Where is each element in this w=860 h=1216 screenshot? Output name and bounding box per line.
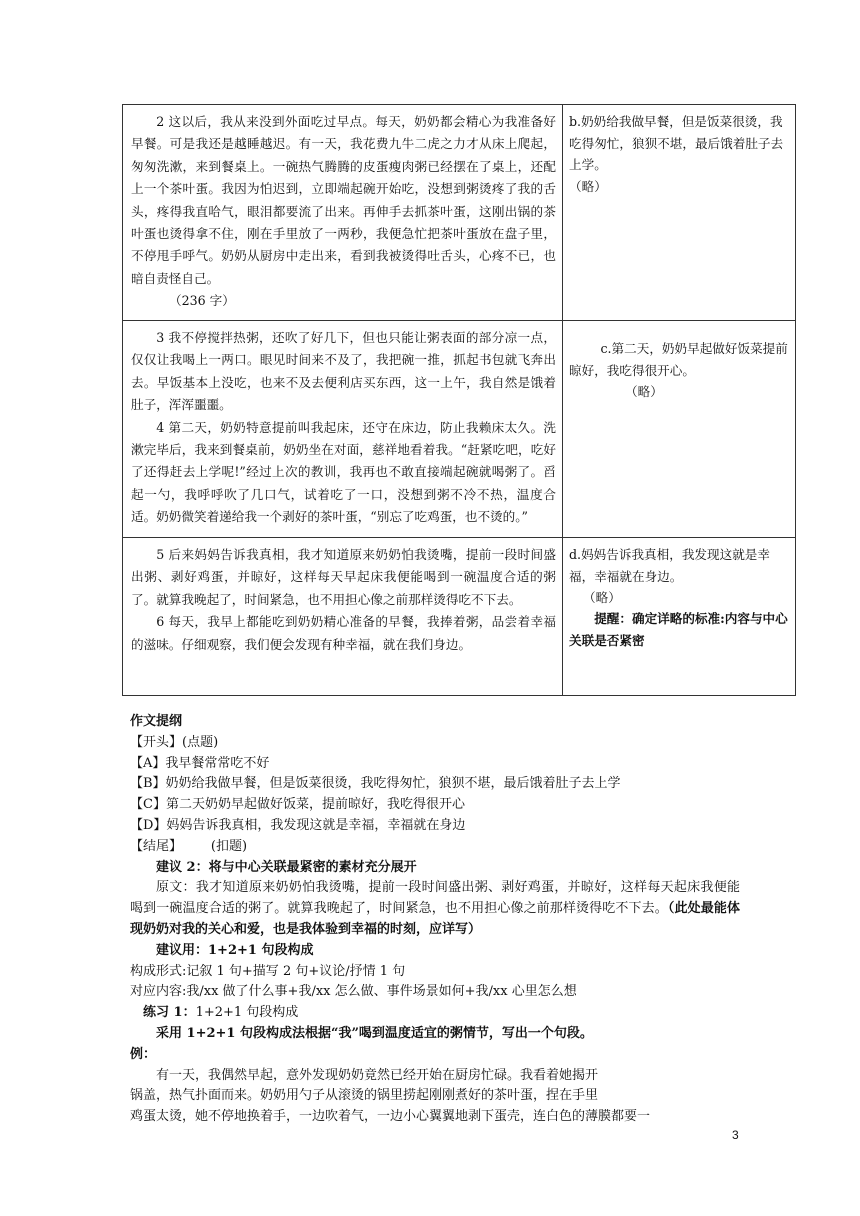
outline-item: 【开头】(点题) bbox=[130, 734, 219, 750]
outline-item: 【B】奶奶给我做早餐，但是饭菜很烫，我吃得匆忙，狼狈不堪，最后饿着肚子去上学 bbox=[130, 776, 621, 792]
outline-item: 【A】我早餐常常吃不好 bbox=[130, 755, 270, 771]
outline-item: 【结尾】 (扣题) bbox=[130, 838, 248, 854]
usage-heading: 建议用：1+2+1 句段构成 bbox=[156, 942, 314, 958]
practice-label: 练习 1： bbox=[143, 1005, 196, 1021]
usage-form: 构成形式:记叙 1 句+描写 2 句+议论/抒情 1 句 bbox=[130, 963, 406, 979]
table-row bbox=[123, 321, 795, 538]
practice-heading bbox=[130, 1003, 740, 1024]
original-text-cell bbox=[123, 538, 563, 695]
outline-item: 【C】第二天奶奶早起做好饭菜，提前晾好，我吃得很开心 bbox=[130, 797, 465, 813]
omit-mark: （略） bbox=[583, 590, 621, 605]
paragraph-3: 3 我不停搅拌热粥，还吹了好几下，但也只能让粥表面的部分凉一点，仅仅让我喝上一两口。眼见时间来不及了，我把碗一推，抓起书包就飞奔出去。早饭基本上没吃，也来不及去便利店买东西，这一上午，我自然是饿着肚子，浑浑噩噩。 bbox=[131, 330, 556, 413]
example-line: 有一天，我偶然早起，意外发现奶奶竟然已经开始在厨房忙碌。我看着她揭开 bbox=[156, 1067, 599, 1083]
paragraph-2: 2 这以后，我从来没到外面吃过早点。每天，奶奶都会精心为我准备好早餐。可是我还是越睡越迟。有一天，我花费九牛二虎之力才从床上爬起，匆匆洗漱，来到餐桌上。一碗热气腾腾的皮蛋瘦肉粥已经摆在了桌上，还配上一个茶叶蛋。我因为怕迟到，立即端起碗开始吃，没想到粥烫疼了我的舌头，疼得我直哈气，眼泪都要流了出来。再伸手去抓茶叶蛋，这刚出锅的茶叶蛋也烫得拿不住，刚在手里放了一两秒，我便急忙把茶叶蛋放在盘子里，不停甩手呼气。奶奶从厨房中走出来，看到我被烫得吐舌头，心疼不已，也暗自责怪自己。 bbox=[131, 114, 556, 286]
outline-item: 【D】妈妈告诉我真相，我发现这就是幸福，幸福就在身边 bbox=[130, 817, 466, 833]
paragraph-6: 6 每天，我早上都能吃到奶奶精心准备的早餐，我捧着粥，品尝着幸福的滋味。仔细观察，我们便会发现有种幸福，就在我们身边。 bbox=[131, 614, 556, 652]
practice-task: 采用 1+2+1 句段构成法根据“我”喝到温度适宜的粥情节，写出一个句段。 bbox=[156, 1025, 593, 1041]
practice-label-rest: 1+2+1 句段构成 bbox=[195, 1005, 299, 1021]
paragraph-5: 5 后来妈妈告诉我真相，我才知道原来奶奶怕我烫嘴，提前一段时间盛出粥、剥好鸡蛋，并晾好，这样每天早起床我便能喝到一碗温度合适的粥了。就算我晚起了，时间紧急，也不用担心像之前那样烫得吃不下去。 bbox=[131, 547, 556, 607]
reminder-note: 提醒：确定详略的标准:内容与中心关联是否紧密 bbox=[569, 611, 788, 648]
original-excerpt bbox=[130, 878, 740, 940]
summary-c: c.第二天，奶奶早起做好饭菜提前晾好，我吃得很开心。 bbox=[569, 341, 788, 378]
example-label: 例： bbox=[130, 1046, 157, 1062]
omit-mark: （略） bbox=[569, 178, 607, 194]
table-row bbox=[123, 105, 795, 321]
suggestion-heading: 建议 2：将与中心关联最紧密的素材充分展开 bbox=[156, 859, 417, 875]
original-text-cell bbox=[123, 321, 563, 537]
usage-content: 对应内容:我/xx 做了什么事+我/xx 怎么做、事件场景如何+我/xx 心里怎么想 bbox=[130, 984, 577, 1000]
original-text-cell bbox=[123, 105, 563, 320]
example-line: 鸡蛋太烫，她不停地换着手，一边吹着气，一边小心翼翼地剥下蛋壳，连白色的薄膜都要一 bbox=[130, 1109, 651, 1125]
outline-title: 作文提纲 bbox=[130, 714, 183, 729]
paragraph-4: 4 第二天，奶奶特意提前叫我起床，还守在床边，防止我赖床太久。洗漱完毕后，我来到餐桌前，奶奶坐在对面，慈祥地看着我。“赶紧吃吧，吃好了还得赶去上学呢!”经过上次的教训，我再也不敢直接端起碗就喝粥了。舀起一勺，我呼呼吹了几口气，试着吃了一口，没想到粥不冷不热，温度合适。奶奶微笑着递给我一个剥好的茶叶蛋，“别忘了吃鸡蛋，也不烫的。” bbox=[131, 419, 556, 525]
comparison-table bbox=[122, 104, 796, 696]
page-number: 3 bbox=[732, 1128, 739, 1142]
outline-section bbox=[130, 712, 740, 1128]
summary-b: b.奶奶给我做早餐，但是饭菜很烫，我吃得匆忙，狼狈不堪，最后饿着肚子去上学。 bbox=[569, 114, 784, 172]
word-count: （236 字） bbox=[169, 293, 235, 309]
summary-cell bbox=[563, 105, 795, 320]
table-row bbox=[123, 538, 795, 695]
summary-cell bbox=[563, 538, 795, 695]
summary-cell bbox=[563, 321, 795, 537]
omit-mark: （略） bbox=[625, 384, 663, 399]
original-excerpt-text: 原文：我才知道原来奶奶怕我烫嘴，提前一段时间盛出粥、剥好鸡蛋，并晾好，这样每天起床我便能喝到一碗温度合适的粥了。就算我晚起了，时间紧急，也不用担心像之前那样烫得吃不下去。 bbox=[130, 880, 740, 917]
example-line: 锅盖，热气扑面而来。奶奶用勺子从滚烫的锅里捞起刚刚煮好的茶叶蛋，捏在手里 bbox=[130, 1088, 599, 1104]
summary-d: d.妈妈告诉我真相，我发现这就是幸福，幸福就在身边。 bbox=[569, 547, 770, 584]
original-excerpt-note: （此处最能体现奶奶对我的关心和爱，也是我体验到幸福的时刻，应详写） bbox=[130, 901, 740, 937]
